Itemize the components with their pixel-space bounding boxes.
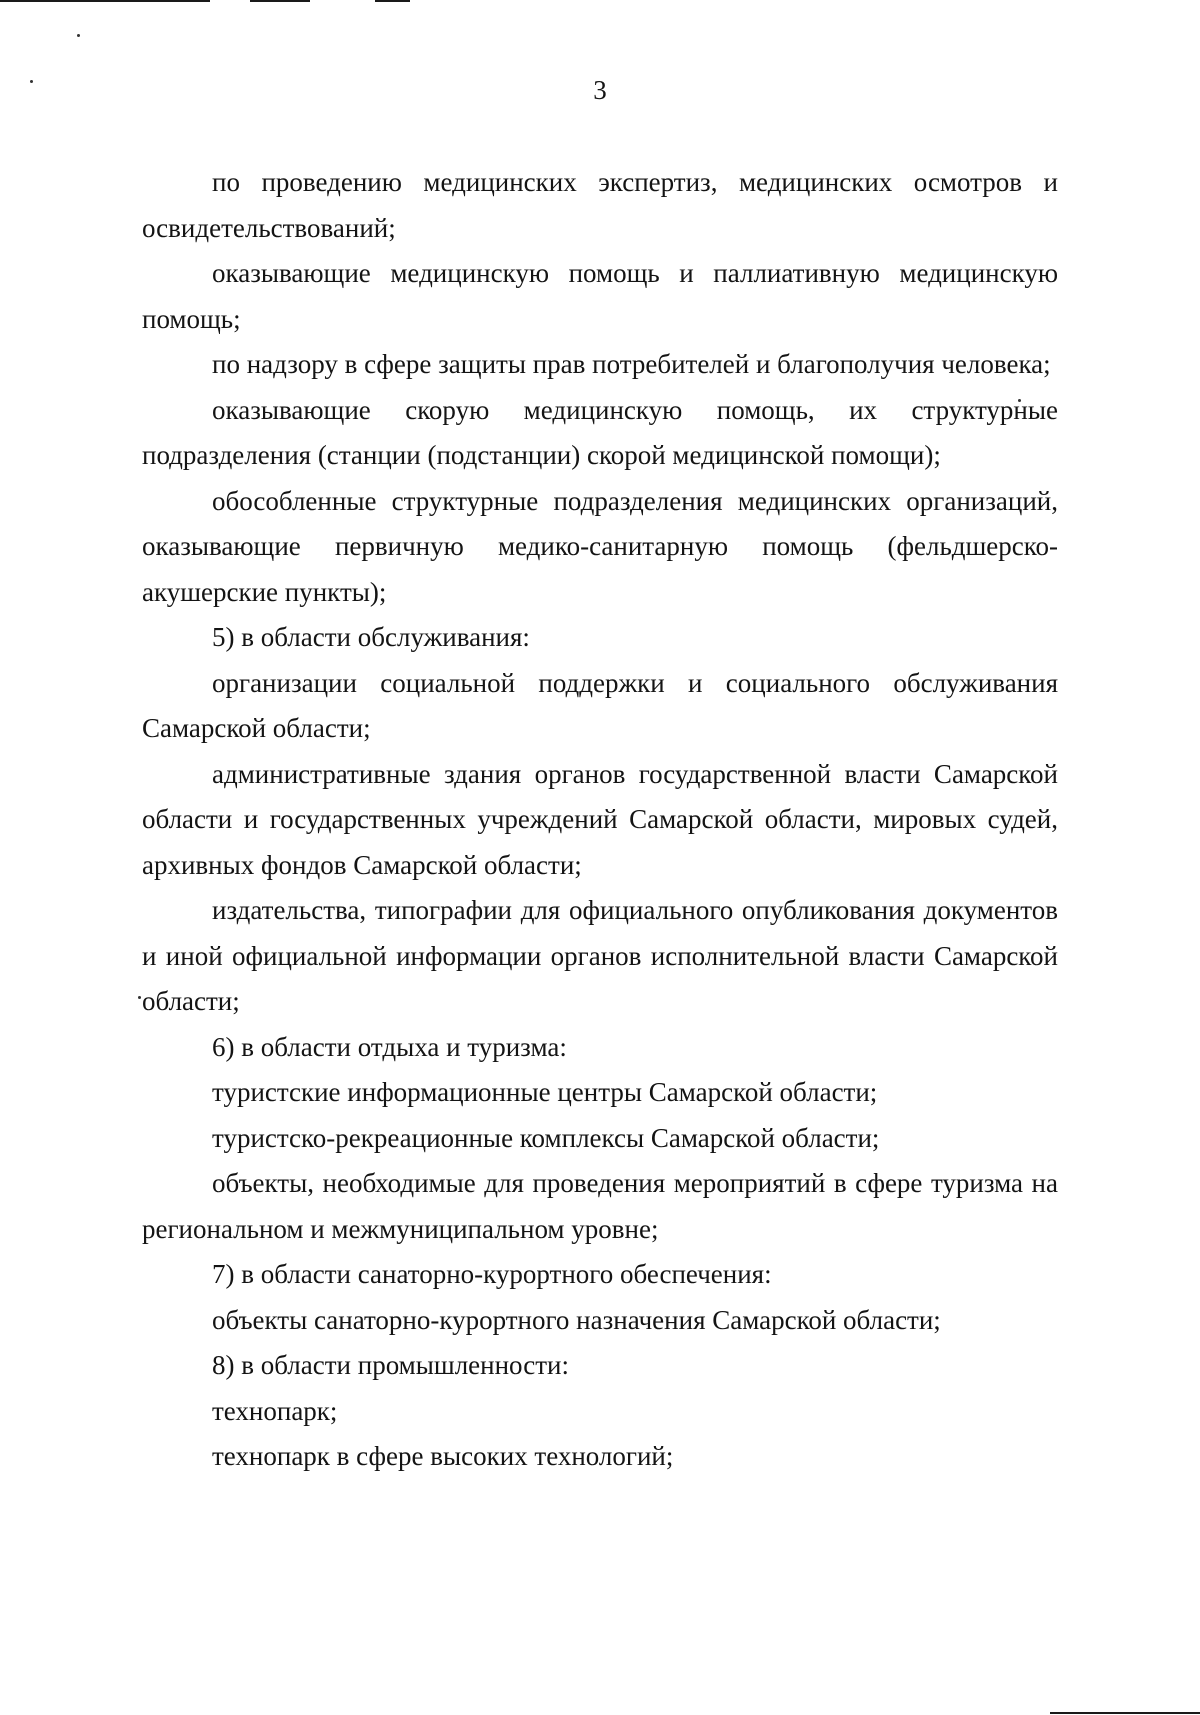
document-body: [142, 160, 1058, 1480]
paragraph: обособленные структурные подразделения медицинских организаций, оказывающие первичную медико-санитарную помощь (фельдшерско-акушерские пункты);: [142, 485, 1058, 607]
scan-edge-line-top-left: [0, 0, 210, 2]
paragraph: издательства, типографии для официального опубликования документов и иной официальной информации органов исполнительной власти Самарской области;: [142, 895, 1058, 1016]
paragraph: объекты, необходимые для проведения мероприятий в сфере туризма на региональном и межмуниципальном уровне;: [142, 1168, 1058, 1244]
paragraph: технопарк;: [212, 1395, 338, 1426]
paragraph: административные здания органов государственной власти Самарской области и государственных учреждений Самарской области, мировых судей, архивных фондов Самарской области;: [142, 758, 1058, 880]
scan-edge-line-top-right: [375, 0, 410, 2]
paragraph: по надзору в сфере защиты прав потребителей и благополучия человека;: [212, 349, 1051, 379]
paragraph: оказывающие медицинскую помощь и паллиативную медицинскую помощь;: [142, 258, 1058, 334]
section-heading: 7) в области санаторно-курортного обеспечения:: [212, 1259, 772, 1289]
paragraph: туристско-рекреационные комплексы Самарской области;: [212, 1122, 880, 1153]
section-heading: 8) в области промышленности:: [212, 1350, 569, 1380]
scan-speck: [77, 34, 80, 37]
paragraph: туристские информационные центры Самарской области;: [212, 1077, 878, 1107]
paragraph: оказывающие скорую медицинскую помощь, их структурные подразделения (станции (подстанции) скорой медицинской помощи);: [142, 394, 1058, 470]
scan-speck: [138, 996, 141, 999]
paragraph: организации социальной поддержки и социального обслуживания Самарской области;: [142, 667, 1058, 743]
section-heading: 6) в области отдыха и туризма:: [212, 1031, 567, 1062]
paragraph: по проведению медицинских экспертиз, медицинских осмотров и освидетельствований;: [142, 167, 1058, 243]
scan-edge-line-top-middle: [250, 0, 310, 2]
page-number: 3: [593, 75, 607, 105]
paragraph: технопарк в сфере высоких технологий;: [212, 1441, 674, 1471]
scan-speck: [30, 80, 33, 83]
scan-edge-line-bottom-right: [1050, 1712, 1200, 1714]
section-heading: 5) в области обслуживания:: [212, 622, 530, 652]
paragraph: объекты санаторно-курортного назначения Самарской области;: [212, 1304, 941, 1335]
